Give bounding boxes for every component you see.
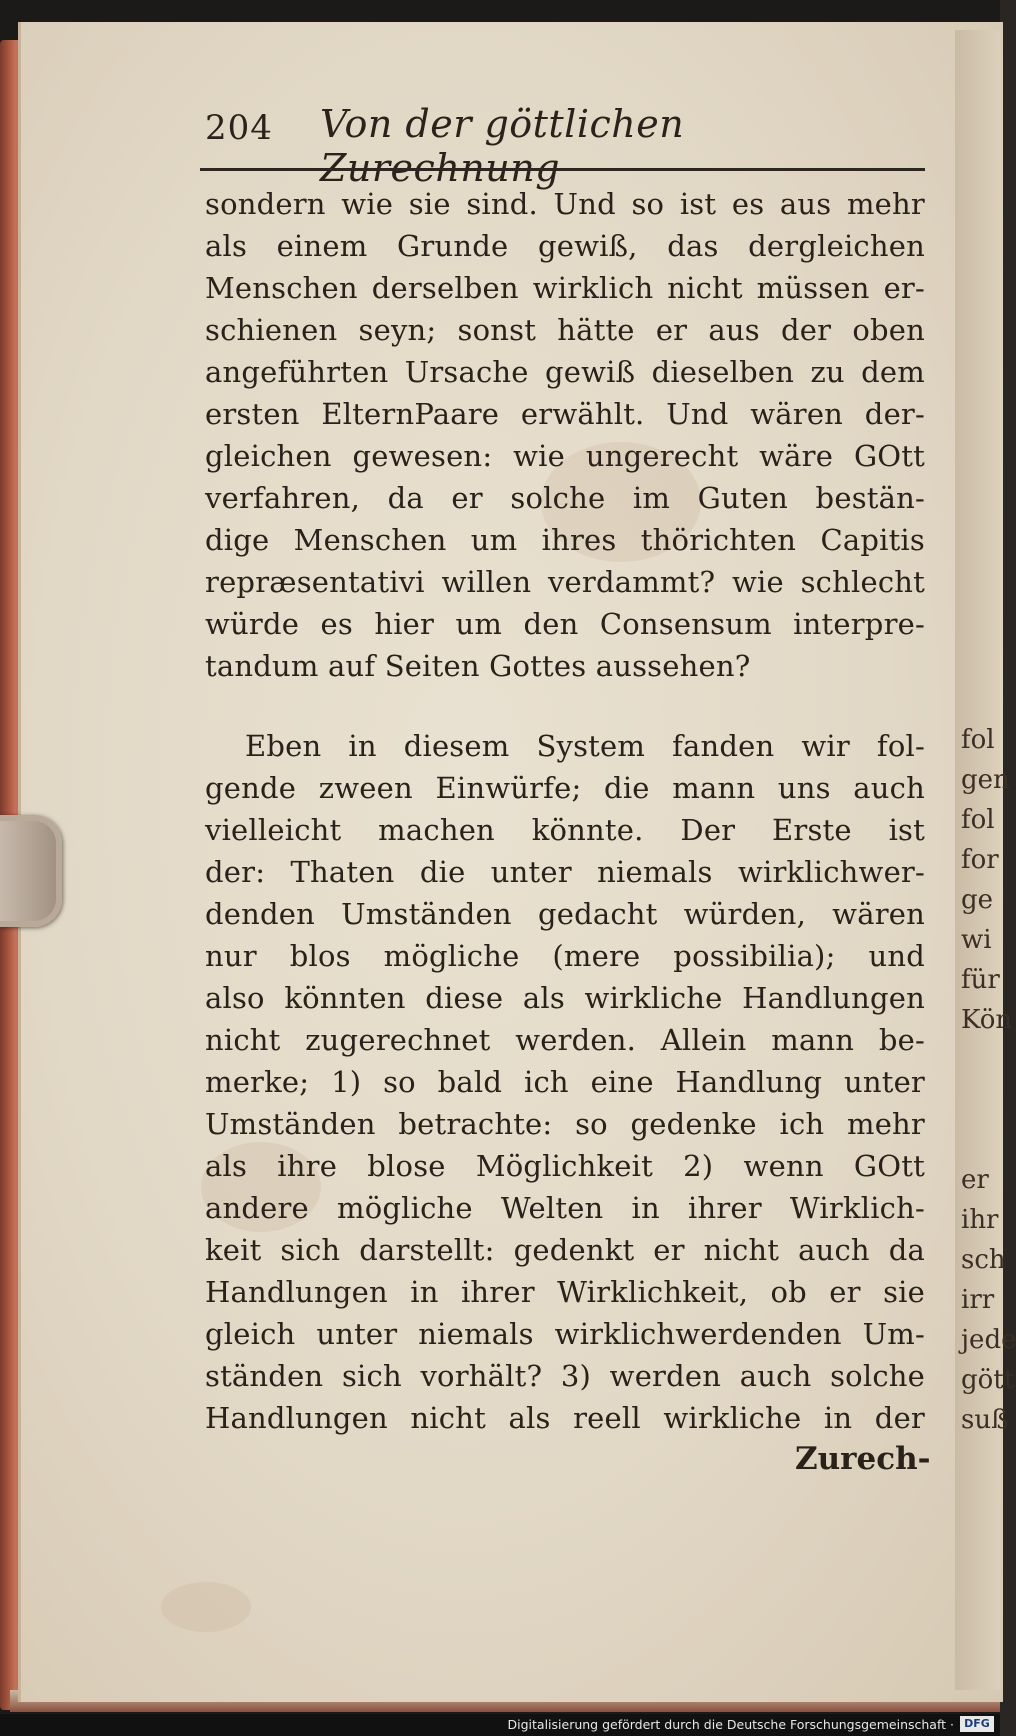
catchword: Zurech- xyxy=(795,1441,931,1477)
body-text xyxy=(205,183,925,1439)
text-line: nur blos mögliche (mere possibilia); und xyxy=(205,939,925,973)
text-line: Handlungen nicht als reell wirkliche in der xyxy=(205,1401,925,1435)
text-line: vielleicht machen könnte. Der Erste ist xyxy=(205,813,925,847)
adjacent-page-edge xyxy=(955,30,1016,1690)
text-line: würde es hier um den Consensum interpre- xyxy=(205,607,925,641)
dfg-logo: DFG xyxy=(960,1716,994,1732)
page-header xyxy=(205,102,925,190)
text-line: ersten ElternPaare erwählt. Und wären der- xyxy=(205,397,925,431)
text-line: denden Umständen gedacht würden, wären xyxy=(205,897,925,931)
text-line: gende zween Einwürfe; die mann uns auch xyxy=(205,771,925,805)
paragraph-gap xyxy=(205,687,925,725)
text-line: Umständen betrachte: so gedenke ich mehr xyxy=(205,1107,925,1141)
text-line: Menschen derselben wirklich nicht müssen er- xyxy=(205,271,925,305)
text-line: keit sich darstellt: gedenkt er nicht auch da xyxy=(205,1233,925,1267)
text-line: ständen sich vorhält? 3) werden auch solche xyxy=(205,1359,925,1393)
text-line: als ihre blose Möglichkeit 2) wenn GOtt xyxy=(205,1149,925,1183)
text-line: repræsentativi willen verdammt? wie schlecht xyxy=(205,565,925,599)
text-line: gleich unter niemals wirklichwerdenden Um- xyxy=(205,1317,925,1351)
text-line: gleichen gewesen: wie ungerecht wäre GOtt xyxy=(205,439,925,473)
text-line: als einem Grunde gewiß, das dergleichen xyxy=(205,229,925,263)
text-line: Handlungen in ihrer Wirklichkeit, ob er sie xyxy=(205,1275,925,1309)
page-number: 204 xyxy=(205,108,273,148)
text-line: angeführten Ursache gewiß dieselben zu dem xyxy=(205,355,925,389)
text-line: der: Thaten die unter niemals wirklichwer- xyxy=(205,855,925,889)
funding-credit: Digitalisierung gefördert durch die Deutsche Forschungsgemeinschaft · xyxy=(507,1717,954,1732)
text-line: tandum auf Seiten Gottes aussehen? xyxy=(205,649,751,683)
running-title: Von der göttlichen Zurechnung xyxy=(320,102,685,190)
text-line: sondern wie sie sind. Und so ist es aus mehr xyxy=(205,187,925,221)
text-line: schienen seyn; sonst hätte er aus der oben xyxy=(205,313,925,347)
text-line: andere mögliche Welten in ihrer Wirklich- xyxy=(205,1191,925,1225)
text-line: nicht zugerechnet werden. Allein mann be- xyxy=(205,1023,925,1057)
book-clasp xyxy=(0,815,62,927)
paper-stain xyxy=(161,1582,251,1632)
text-line: merke; 1) so bald ich eine Handlung unter xyxy=(205,1065,925,1099)
header-rule xyxy=(200,168,925,171)
adjacent-page-text: fol gen fol for ge wi für Kön er ihr sch irr jede gött suß xyxy=(961,725,1016,1435)
text-line: also könnten diese als wirkliche Handlungen xyxy=(205,981,925,1015)
text-line: dige Menschen um ihres thörichten Capitis xyxy=(205,523,925,557)
text-line: verfahren, da er solche im Guten bestän- xyxy=(205,481,925,515)
text-line: Eben in diesem System fanden wir fol- xyxy=(245,729,925,763)
